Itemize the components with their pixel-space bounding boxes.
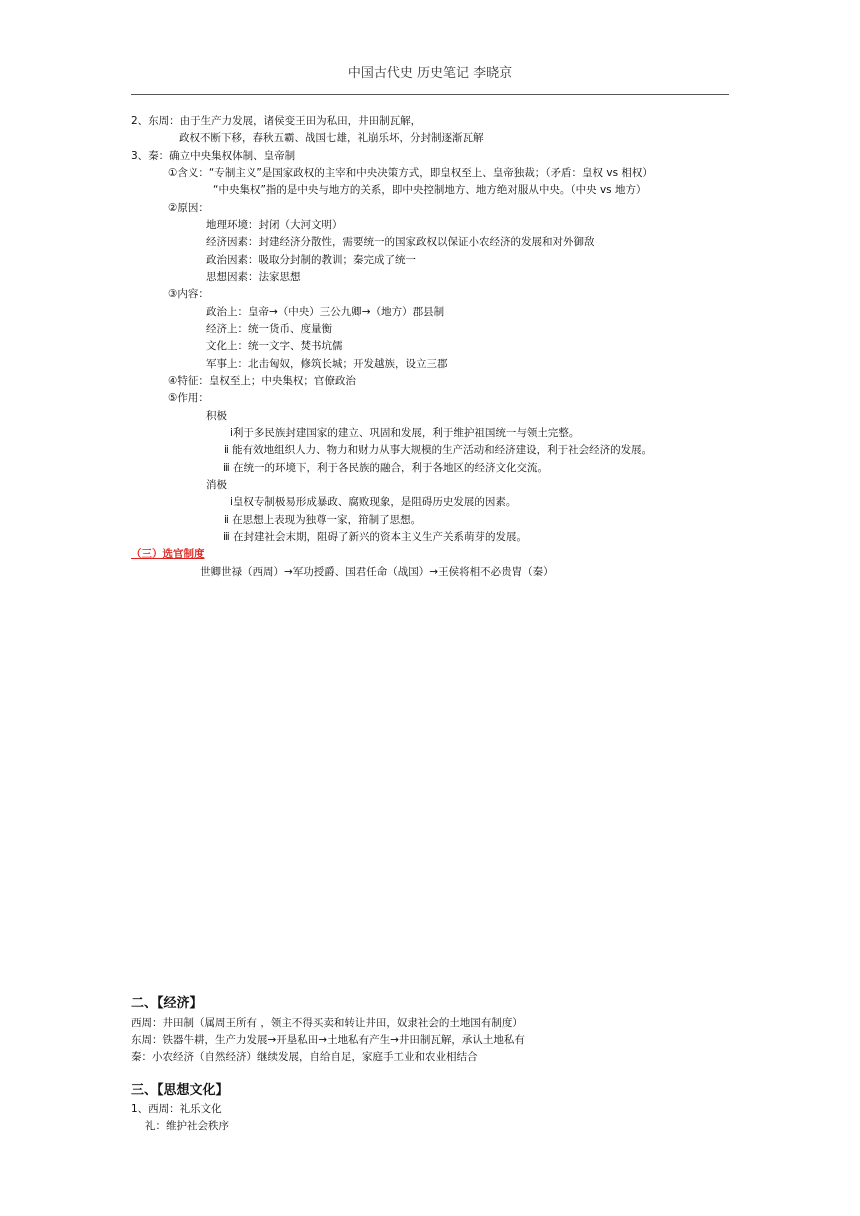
- negative-item-2: ⅱ 在思想上表现为独尊一家，箝制了思想。: [224, 514, 422, 526]
- reason-ideology: 思想因素：法家思想: [206, 271, 301, 283]
- economy-eastern-zhou: 东周：铁器牛耕，生产力发展→开垦私田→土地私有产生→井田制瓦解，承认土地私有: [131, 1034, 525, 1046]
- official-selection-heading: （三）选官制度: [131, 548, 205, 560]
- positive-title: 积极: [206, 410, 227, 422]
- economy-qin: 秦：小农经济（自然经济）继续发展，自给自足，家庭手工业和农业相结合: [131, 1051, 478, 1063]
- negative-item-3: ⅲ 在封建社会末期，阻碍了新兴的资本主义生产关系萌芽的发展。: [223, 531, 528, 543]
- content-economy: 经济上：统一货币、度量衡: [206, 323, 332, 335]
- feature-line: ④特征：皇权至上；中央集权；官僚政治: [168, 375, 356, 387]
- header-divider: [131, 94, 729, 95]
- meaning-line-1: ①含义：“专制主义”是国家政权的主宰和中央决策方式，即皇权至上、皇帝独裁；（矛盾：皇权 vs 相权）: [168, 167, 653, 179]
- reason-title: ②原因：: [168, 202, 209, 214]
- effect-title: ⑤作用：: [168, 392, 209, 404]
- economy-heading: 二、【经济】: [131, 996, 203, 1011]
- content-culture: 文化上：统一文字、焚书坑儒: [206, 340, 343, 352]
- qin-title: 3、秦：确立中央集权体制、皇帝制: [131, 150, 296, 162]
- culture-western-zhou: 1、西周：礼乐文化: [131, 1103, 222, 1115]
- negative-title: 消极: [206, 479, 227, 491]
- content-title: ③内容：: [168, 288, 209, 300]
- meaning-line-2: “中央集权”指的是中央与地方的关系，即中央控制地方、地方绝对服从中央。（中央 vs 地方）: [213, 184, 647, 196]
- culture-li: 礼：维护社会秩序: [145, 1120, 229, 1132]
- content-politics: 政治上：皇帝→（中央）三公九卿→（地方）郡县制: [206, 306, 445, 318]
- eastern-zhou-line-1: 2、东周：由于生产力发展，诸侯变王田为私田，井田制瓦解，: [131, 115, 422, 127]
- economy-western-zhou: 西周：井田制（属周王所有 ，领主不得买卖和转让井田，奴隶社会的土地国有制度）: [131, 1017, 523, 1029]
- culture-heading: 三、【思想文化】: [131, 1083, 229, 1098]
- positive-item-2: ⅱ 能有效地组织人力、物力和财力从事大规模的生产活动和经济建设，利于社会经济的发展。: [224, 444, 653, 456]
- content-military: 军事上：北击匈奴，修筑长城；开发越族，设立三郡: [206, 358, 448, 370]
- positive-item-3: ⅲ 在统一的环境下，利于各民族的融合，利于各地区的经济文化交流。: [223, 462, 549, 474]
- reason-geography: 地理环境：封闭（大河文明）: [206, 219, 343, 231]
- official-selection-text: 世卿世禄（西周）→军功授爵、国君任命（战国）→王侯将相不必贵胄（秦）: [200, 566, 554, 578]
- negative-item-1: ⅰ皇权专制极易形成暴政、腐败现象，是阻碍历史发展的因素。: [230, 496, 517, 508]
- page-header: 中国古代史 历史笔记 李晓京: [347, 66, 513, 81]
- eastern-zhou-line-2: 政权不断下移，春秋五霸、战国七雄，礼崩乐坏，分封制逐渐瓦解: [179, 132, 484, 144]
- reason-economy: 经济因素：封建经济分散性，需要统一的国家政权以保证小农经济的发展和对外御敌: [206, 236, 595, 248]
- reason-politics: 政治因素：吸取分封制的教训；秦完成了统一: [206, 254, 416, 266]
- positive-item-1: ⅰ利于多民族封建国家的建立、巩固和发展，利于维护祖国统一与领土完整。: [230, 427, 580, 439]
